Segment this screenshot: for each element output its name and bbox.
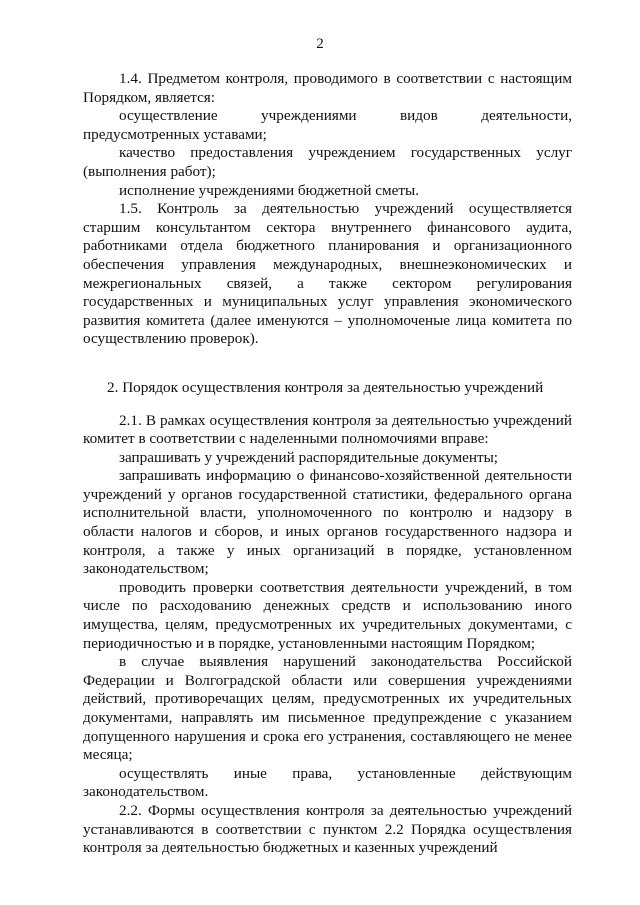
right-item-warning: в случае выявления нарушений законодательства Российской Федерации и Волгоградской области или совершения учреждениями действий, противоречащих целям, предусмотренных их учредительных документами, направлять им письменное предупреждение с указанием допущенного нарушения и срока его устранения, составляющего не менее месяца; — [83, 653, 572, 764]
list-item-activities: осуществление учреждениями видов деятельности, предусмотренных уставами; — [83, 107, 572, 143]
right-item-documents: запрашивать у учреждений распорядительные документы; — [119, 448, 499, 466]
right-item-other: осуществлять иные права, установленные действующим законодательством. — [83, 764, 572, 801]
section-2-heading: 2. Порядок осуществления контроля за деятельностью учреждений — [107, 378, 544, 396]
list-item-budget: исполнение учреждениями бюджетной сметы. — [119, 181, 420, 199]
paragraph-2-2: 2.2. Формы осуществления контроля за деятельностью учреждений устанавливаются в соответствии с пунктом 2.2 Порядка осуществления контроля за деятельностью бюджетных и казенных учреждений — [83, 801, 572, 857]
paragraph-1-5: 1.5. Контроль за деятельностью учреждений осуществляется старшим консультантом сектора внутреннего финансового аудита, работниками отдела бюджетного планирования и организационного обеспечения управления международных, внешнеэкономических и межрегиональных связей, а также сектором регулирования государственных и муниципальных услуг управления экономического развития комитета (далее именуются – уполномоченые лица комитета по осуществлению проверок). — [83, 200, 572, 348]
paragraph-1-4: 1.4. Предметом контроля, проводимого в соответствии с настоящим Порядком, является: — [83, 70, 572, 106]
right-item-information: запрашивать информацию о финансово-хозяйственной деятельности учреждений у органов государственной статистики, федерального органа исполнительной власти, уполномоченного по контролю и надзору в области налогов и сборов, и иных органов государственного надзора и контроля, а также у иных организаций в порядке, установленном законодательством; — [83, 467, 572, 578]
page-number: 2 — [316, 36, 324, 52]
right-item-inspections: проводить проверки соответствия деятельности учреждений, в том числе по расходованию денежных средств и использованию иного имущества, целям, предусмотренных их учредительных документами, с периодичностью и в порядке, установленными настоящим Порядком; — [83, 578, 572, 652]
list-item-quality: качество предоставления учреждением государственных услуг (выполнения работ); — [83, 144, 572, 180]
paragraph-2-1: 2.1. В рамках осуществления контроля за деятельностью учреждений комитет в соответствии с наделенными полномочиями вправе: — [83, 411, 572, 448]
document-body — [83, 70, 572, 858]
